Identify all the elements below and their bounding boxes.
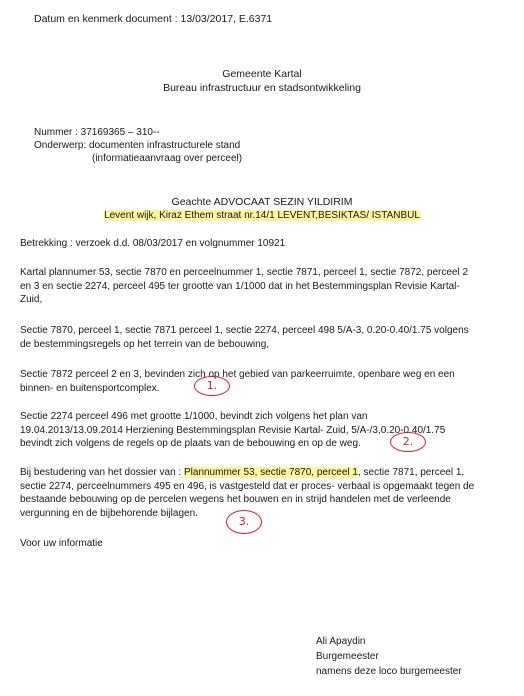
paragraph-line: Sectie 7872 perceel 2 en 3, bevinden zich op het gebied van parkeerruimte, openbare weg en een [20, 369, 455, 380]
paragraph-line: binnen- en buitensportcomplex. [20, 382, 160, 394]
paragraph-line: de bestemmingsregels op het terrein van de bebouwing, [20, 338, 270, 350]
document-number: Nummer : 37169365 – 310-- [34, 127, 160, 138]
paragraph-line: Kartal plannumer 53, sectie 7870 en perceelnummer 1, sectie 7871, perceel 1, sectie 7872, perceel 2 [20, 267, 469, 278]
signatory-title: Burgemeester [316, 651, 379, 662]
annotation-mark-1: 1. [194, 376, 230, 396]
paragraph-line: en 3 en sectie 2274, perceel 495 ter grootte van 1/1000 dat in het Bestemmingsplan Revisie Kartal- [20, 280, 460, 292]
paragraph-line: bevindt zich volgens de regels op de plaats van de bebouwing en op de weg. [20, 438, 361, 449]
address-highlight: Levent wijk, Kiraz Ethem straat nr.14/1 LEVENT,BESIKTAS/ ISTANBUL [104, 210, 420, 221]
paragraph-2 [20, 324, 508, 351]
salutation: Geachte ADVOCAAT SEZIN YILDIRIM [171, 196, 353, 208]
signatory-name: Ali Apaydin [316, 636, 366, 647]
annotation-mark-3: 3. [226, 510, 262, 534]
paragraph-line: sectie 2274, perceelnummers 495 en 496, is vastgesteld dat er proces- verbaal is opgemaakt tegen de [20, 480, 475, 492]
paragraph-line: 19.04.2013/13.09.2014 Herziening Bestemmingsplan Revisie Kartal- Zuid, 5/A-/3,0.20-0.40/1.75 [20, 424, 446, 436]
reference-line: Betrekking : verzoek d.d. 08/03/2017 en volgnummer 10921 [20, 238, 286, 249]
paragraph-line: Sectie 7870, perceel 1, sectie 7871 perceel 1, sectie 2274, perceel 498 5/A-3, 0.20-0.40/1.75 volgens [20, 325, 469, 336]
annotation-mark-2: 2. [390, 432, 426, 452]
paragraph-line: Sectie 2274 perceel 496 met grootte 1/1000, bevindt zich volgens het plan van [20, 411, 368, 422]
paragraph-5 [20, 466, 508, 520]
paragraph-3 [20, 368, 508, 395]
closing-line: Voor uw informatie [20, 538, 103, 549]
subject-line: Onderwerp: documenten infrastructurele stand [34, 140, 241, 151]
paragraph-line [20, 466, 508, 480]
authority-department: Bureau infrastructuur en stadsontwikkeling [163, 82, 361, 94]
paragraph-line: vergunning en de bijbehorende bijlagen. [20, 507, 198, 519]
paragraph-1 [20, 266, 508, 307]
authority-name: Gemeente Kartal [222, 68, 302, 80]
signatory-role: namens deze loco burgemeester [316, 666, 462, 677]
paragraph-line: bestaande bebouwing op de percelen wegens het bouwen en in strijd handelen met de verleende [20, 494, 451, 505]
paragraph-line: Zuid, [20, 294, 43, 305]
document-date-reference: Datum en kenmerk document : 13/03/2017, E.6371 [34, 13, 273, 25]
paragraph-4 [20, 410, 508, 451]
paragraph-text: , sectie 7871, perceel 1, [357, 467, 465, 478]
paragraph-text: Bij bestudering van het dossier van : [20, 467, 184, 478]
recipient-address [0, 210, 524, 221]
highlighted-parcel: Plannummer 53, sectie 7870, perceel 1 [183, 467, 358, 478]
subject-detail: (informatieaanvraag over perceel) [92, 153, 243, 164]
